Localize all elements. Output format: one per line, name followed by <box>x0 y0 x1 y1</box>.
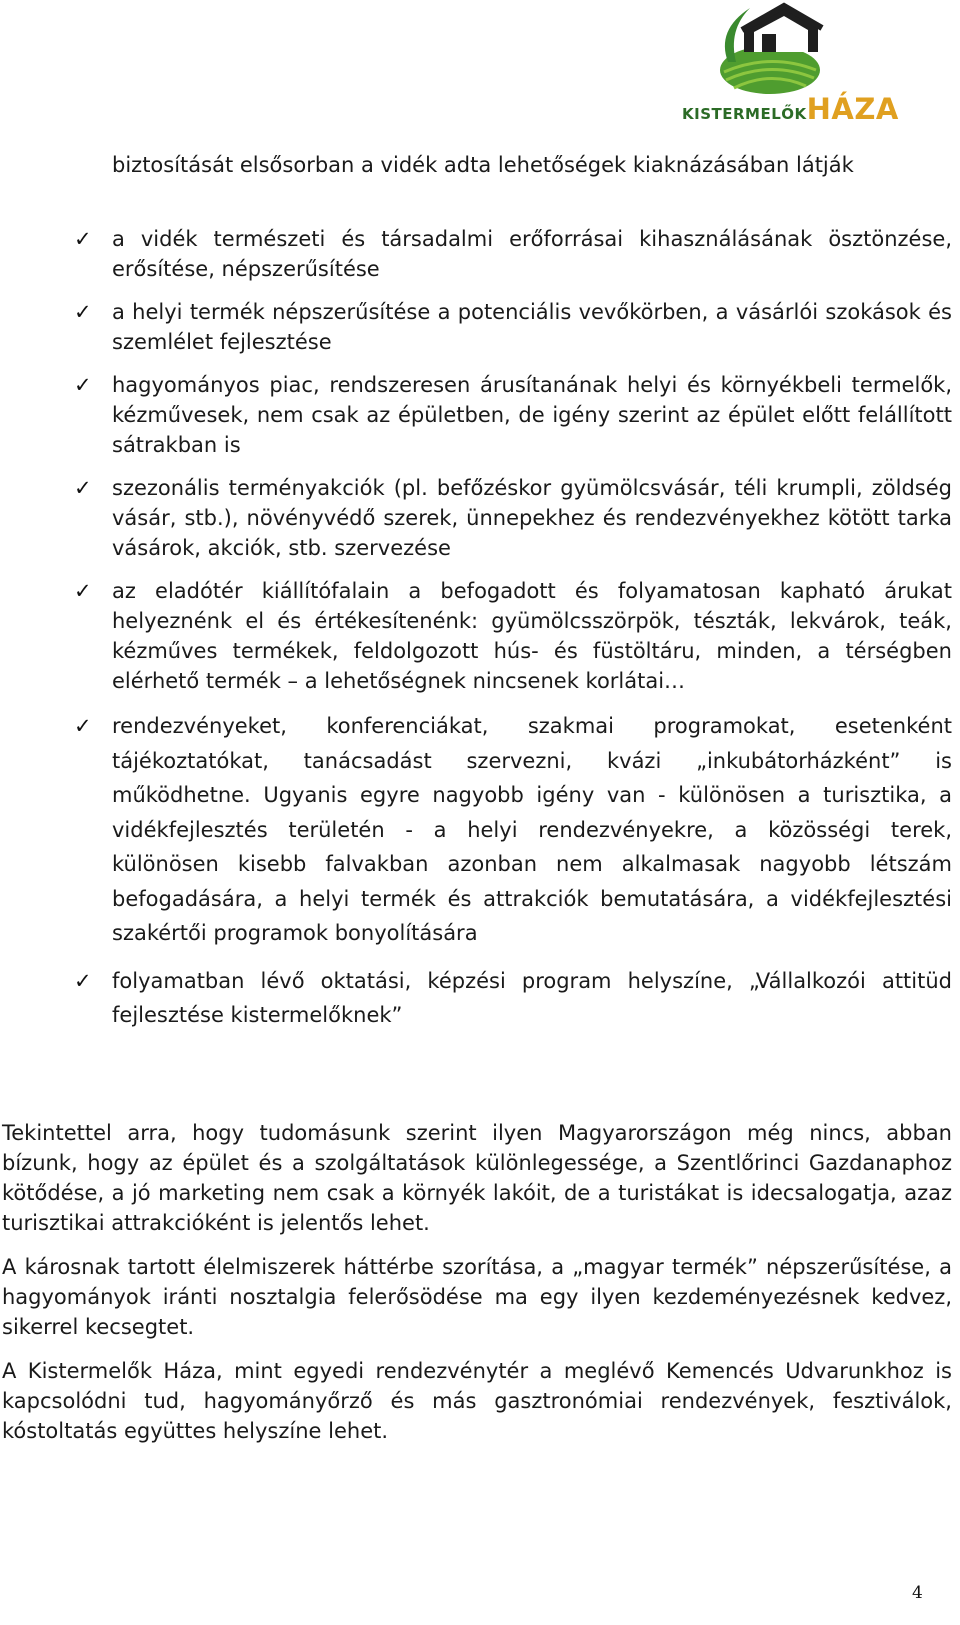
checkmark-icon: ✓ <box>74 300 92 324</box>
list-item <box>0 224 952 284</box>
page-number: 4 <box>912 1583 923 1603</box>
list-item <box>0 964 952 1033</box>
checkmark-icon: ✓ <box>74 968 92 993</box>
list-item <box>0 297 952 357</box>
list-item-text: rendezvényeket, konferenciákat, szakmai programokat, esetenként tájékoztatókat, tanácsadást szervezni, kvázi „inkubátorházként” is működhetne. Ugyanis egyre nagyobb igény van - különösen a turisztika, a vidékfejlesztés területén - a helyi rendezvényekre, a közösségi terek, különösen kisebb falvakban azonban nem alkalmasak nagyobb létszám befogadására, a helyi termék és attrakciók bemutatására, a vidékfejlesztési szakértői programok bonyolítására <box>112 714 952 945</box>
list-item <box>0 370 952 460</box>
kistermelok-haza-logo <box>668 0 899 130</box>
checklist <box>0 224 960 1046</box>
checkmark-icon: ✓ <box>74 227 92 251</box>
paragraph: A Kistermelők Háza, mint egyedi rendezvénytér a meglévő Kemencés Udvarunkhoz is kapcsolódni tud, hagyományőrző és más gasztronómiai rendezvények, fesztiválok, kóstoltatás együttes helyszíne lehet. <box>2 1359 952 1443</box>
list-item <box>0 709 952 951</box>
list-item-text: az eladótér kiállítófalain a befogadott és folyamatosan kapható árukat helyeznénk el és értékesítenénk: gyümölcsszörpök, tészták, lekvárok, teák, kézműves termékek, feldolgozott hús- és füstöltáru, minden, a térségben elérhető termék – a lehetőségnek nincsenek korlátai… <box>112 579 952 693</box>
list-continuation <box>112 150 952 180</box>
logo-wordmark <box>682 92 899 126</box>
list-item <box>0 576 952 696</box>
logo-text-small: KISTERMELŐK <box>682 105 807 123</box>
list-item-text: szezonális terményakciók (pl. befőzéskor gyümölcsvásár, téli krumpli, zöldség vásár, stb.), növényvédő szerek, ünnepekhez és rendezvényekhez kötött tarka vásárok, akciók, stb. szervezése <box>112 476 952 560</box>
house-field-logo-icon <box>698 0 838 96</box>
list-item-text: folyamatban lévő oktatási, képzési program helyszíne, „Vállalkozói attitüd fejlesztése kistermelőknek” <box>112 968 952 1027</box>
checkmark-icon: ✓ <box>74 579 92 603</box>
checkmark-icon: ✓ <box>74 476 92 500</box>
checkmark-icon: ✓ <box>74 373 92 397</box>
list-item-text: a helyi termék népszerűsítése a potenciális vevőkörben, a vásárlói szokások és szemlélet fejlesztése <box>112 300 952 354</box>
list-item-text: hagyományos piac, rendszeresen árusítanának helyi és környékbeli termelők, kézművesek, nem csak az épületben, de igény szerint az épület előtt felállított sátrakban is <box>112 373 952 457</box>
list-item-text: a vidék természeti és társadalmi erőforrásai kihasználásának ösztönzése, erősítése, népszerűsítése <box>112 227 952 281</box>
list-item <box>0 473 952 563</box>
body-paragraphs <box>2 1118 952 1460</box>
continuation-text: biztosítását elsősorban a vidék adta lehetőségek kiaknázásában látják <box>112 153 854 177</box>
paragraph: Tekintettel arra, hogy tudomásunk szerint ilyen Magyarországon még nincs, abban bízunk, hogy az épület és a szolgáltatások különlegessége, a Szentlőrinci Gazdanaphoz kötődése, a jó marketing nem csak a környék lakóit, de a turistákat is idecsalogatja, azaz turisztikai attrakcióként is jelentős lehet. <box>2 1121 952 1235</box>
logo-text-big: HÁZA <box>806 92 899 126</box>
paragraph: A károsnak tartott élelmiszerek háttérbe szorítása, a „magyar termék” népszerűsítése, a hagyományok iránti nosztalgia felerősödése ma egy ilyen kezdeményezésnek kedvez, sikerrel kecsegtet. <box>2 1255 952 1339</box>
checkmark-icon: ✓ <box>74 714 92 738</box>
